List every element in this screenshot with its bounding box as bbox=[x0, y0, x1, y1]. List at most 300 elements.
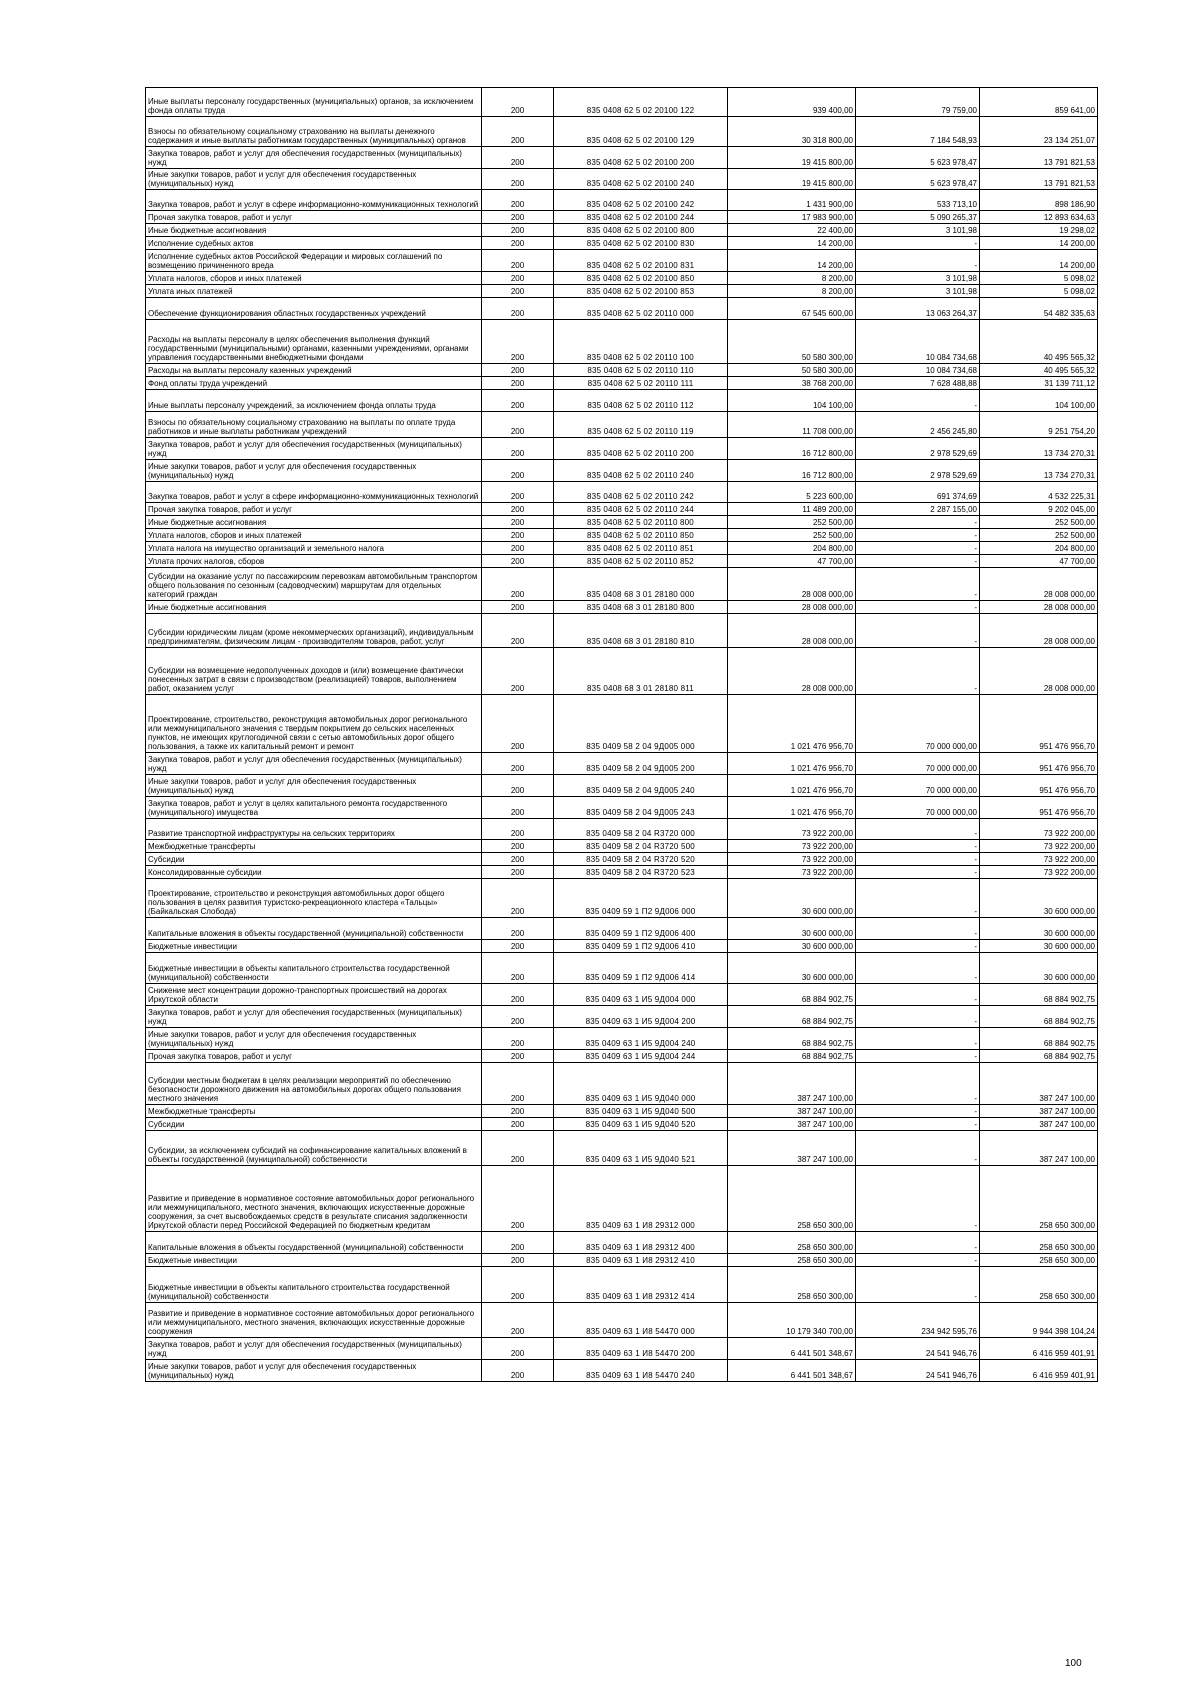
row-approved-amount: 30 600 000,00 bbox=[728, 940, 856, 953]
table-row bbox=[146, 542, 1098, 555]
row-remaining-amount: 13 791 821,53 bbox=[980, 169, 1098, 190]
row-remaining-amount: 104 100,00 bbox=[980, 390, 1098, 412]
row-remaining-amount: 9 251 754,20 bbox=[980, 412, 1098, 438]
row-name: Прочая закупка товаров, работ и услуг bbox=[146, 503, 482, 516]
row-admin-code: 200 bbox=[482, 390, 554, 412]
table-row bbox=[146, 516, 1098, 529]
row-executed-amount: - bbox=[856, 918, 980, 940]
row-name: Закупка товаров, работ и услуг в сфере информационно-коммуникационных технологий bbox=[146, 482, 482, 503]
row-name: Уплата прочих налогов, сборов bbox=[146, 555, 482, 568]
row-name: Субсидии на возмещение недополученных доходов и (или) возмещение фактически понесенных затрат в связи с производством (реализацией) товаров, выполнением работ, оказанием услуг bbox=[146, 648, 482, 695]
row-classification-code: 835 0408 62 5 02 20110 244 bbox=[554, 503, 728, 516]
table-row bbox=[146, 819, 1098, 840]
row-executed-amount: 79 759,00 bbox=[856, 88, 980, 117]
table-row bbox=[146, 568, 1098, 601]
table-row bbox=[146, 250, 1098, 272]
table-row bbox=[146, 482, 1098, 503]
row-executed-amount: - bbox=[856, 1254, 980, 1267]
row-remaining-amount: 13 734 270,31 bbox=[980, 460, 1098, 482]
row-classification-code: 835 0409 58 2 04 R3720 520 bbox=[554, 853, 728, 866]
row-name: Иные бюджетные ассигнования bbox=[146, 516, 482, 529]
table-row bbox=[146, 285, 1098, 298]
row-classification-code: 835 0409 59 1 П2 9Д006 000 bbox=[554, 879, 728, 918]
table-row bbox=[146, 169, 1098, 190]
row-classification-code: 835 0408 62 5 02 20100 242 bbox=[554, 190, 728, 211]
row-name: Закупка товаров, работ и услуг для обеспечения государственных (муниципальных) нужд bbox=[146, 438, 482, 460]
row-admin-code: 200 bbox=[482, 88, 554, 117]
row-classification-code: 835 0409 58 2 04 9Д005 000 bbox=[554, 695, 728, 753]
row-approved-amount: 1 021 476 956,70 bbox=[728, 753, 856, 775]
row-remaining-amount: 14 200,00 bbox=[980, 237, 1098, 250]
row-remaining-amount: 258 650 300,00 bbox=[980, 1166, 1098, 1232]
row-classification-code: 835 0409 59 1 П2 9Д006 414 bbox=[554, 953, 728, 984]
row-executed-amount: 2 978 529,69 bbox=[856, 438, 980, 460]
row-remaining-amount: 73 922 200,00 bbox=[980, 840, 1098, 853]
row-name: Исполнение судебных актов Российской Федерации и мировых соглашений по возмещению причиненного вреда bbox=[146, 250, 482, 272]
row-classification-code: 835 0408 68 3 01 28180 000 bbox=[554, 568, 728, 601]
row-remaining-amount: 30 600 000,00 bbox=[980, 918, 1098, 940]
row-approved-amount: 28 008 000,00 bbox=[728, 648, 856, 695]
row-executed-amount: - bbox=[856, 390, 980, 412]
row-approved-amount: 19 415 800,00 bbox=[728, 169, 856, 190]
row-name: Закупка товаров, работ и услуг для обеспечения государственных (муниципальных) нужд bbox=[146, 753, 482, 775]
row-classification-code: 835 0409 58 2 04 9Д005 240 bbox=[554, 775, 728, 797]
table-row bbox=[146, 1360, 1098, 1382]
row-executed-amount: - bbox=[856, 1063, 980, 1105]
row-executed-amount: - bbox=[856, 840, 980, 853]
table-row bbox=[146, 1006, 1098, 1028]
row-name: Обеспечение функционирования областных государственных учреждений bbox=[146, 298, 482, 320]
row-classification-code: 835 0409 63 1 И8 29312 400 bbox=[554, 1232, 728, 1254]
table-row bbox=[146, 211, 1098, 224]
row-name: Субсидии bbox=[146, 1118, 482, 1131]
row-admin-code: 200 bbox=[482, 1267, 554, 1303]
row-executed-amount: 5 090 265,37 bbox=[856, 211, 980, 224]
table-row bbox=[146, 797, 1098, 819]
row-executed-amount: - bbox=[856, 866, 980, 879]
row-name: Проектирование, строительство, реконструкция автомобильных дорог регионального или межмуниципального значения с твердым покрытием до сельских населенных пунктов, не имеющих круглогодичной связи с сетью автомобильных дорог общего пользования, а также их капитальный ремонт и ремонт bbox=[146, 695, 482, 753]
table-row bbox=[146, 438, 1098, 460]
row-name: Закупка товаров, работ и услуг для обеспечения государственных (муниципальных) нужд bbox=[146, 1338, 482, 1360]
row-admin-code: 200 bbox=[482, 1118, 554, 1131]
row-remaining-amount: 54 482 335,63 bbox=[980, 298, 1098, 320]
row-executed-amount: - bbox=[856, 1028, 980, 1050]
row-admin-code: 200 bbox=[482, 879, 554, 918]
row-approved-amount: 387 247 100,00 bbox=[728, 1131, 856, 1166]
row-classification-code: 835 0408 62 5 02 20110 100 bbox=[554, 320, 728, 364]
row-remaining-amount: 68 884 902,75 bbox=[980, 1006, 1098, 1028]
table-row bbox=[146, 695, 1098, 753]
row-admin-code: 200 bbox=[482, 1166, 554, 1232]
table-row bbox=[146, 953, 1098, 984]
row-approved-amount: 11 708 000,00 bbox=[728, 412, 856, 438]
row-classification-code: 835 0409 59 1 П2 9Д006 400 bbox=[554, 918, 728, 940]
table-row bbox=[146, 648, 1098, 695]
row-executed-amount: - bbox=[856, 1118, 980, 1131]
table-body bbox=[146, 88, 1098, 1382]
row-approved-amount: 68 884 902,75 bbox=[728, 1028, 856, 1050]
row-name: Снижение мест концентрации дорожно-транспортных происшествий на дорогах Иркутской области bbox=[146, 984, 482, 1006]
row-executed-amount: 7 628 488,88 bbox=[856, 377, 980, 390]
row-name: Уплата налогов, сборов и иных платежей bbox=[146, 529, 482, 542]
row-admin-code: 200 bbox=[482, 1063, 554, 1105]
row-classification-code: 835 0409 63 1 И8 54470 240 bbox=[554, 1360, 728, 1382]
table-row bbox=[146, 775, 1098, 797]
row-name: Закупка товаров, работ и услуг в сфере информационно-коммуникационных технологий bbox=[146, 190, 482, 211]
row-name: Прочая закупка товаров, работ и услуг bbox=[146, 211, 482, 224]
row-name: Расходы на выплаты персоналу казенных учреждений bbox=[146, 364, 482, 377]
row-classification-code: 835 0409 63 1 И8 29312 410 bbox=[554, 1254, 728, 1267]
row-remaining-amount: 31 139 711,12 bbox=[980, 377, 1098, 390]
row-admin-code: 200 bbox=[482, 1050, 554, 1063]
row-admin-code: 200 bbox=[482, 503, 554, 516]
row-approved-amount: 6 441 501 348,67 bbox=[728, 1338, 856, 1360]
row-name: Межбюджетные трансферты bbox=[146, 840, 482, 853]
table-row bbox=[146, 753, 1098, 775]
row-remaining-amount: 28 008 000,00 bbox=[980, 614, 1098, 648]
row-executed-amount: 10 084 734,68 bbox=[856, 320, 980, 364]
row-remaining-amount: 28 008 000,00 bbox=[980, 648, 1098, 695]
row-admin-code: 200 bbox=[482, 819, 554, 840]
row-approved-amount: 1 021 476 956,70 bbox=[728, 775, 856, 797]
row-executed-amount: - bbox=[856, 1006, 980, 1028]
row-classification-code: 835 0409 63 1 И5 9Д004 200 bbox=[554, 1006, 728, 1028]
row-admin-code: 200 bbox=[482, 377, 554, 390]
row-executed-amount: 533 713,10 bbox=[856, 190, 980, 211]
row-classification-code: 835 0409 63 1 И5 9Д040 521 bbox=[554, 1131, 728, 1166]
row-executed-amount: 10 084 734,68 bbox=[856, 364, 980, 377]
row-approved-amount: 14 200,00 bbox=[728, 237, 856, 250]
row-admin-code: 200 bbox=[482, 190, 554, 211]
row-admin-code: 200 bbox=[482, 542, 554, 555]
row-approved-amount: 204 800,00 bbox=[728, 542, 856, 555]
row-admin-code: 200 bbox=[482, 984, 554, 1006]
row-approved-amount: 104 100,00 bbox=[728, 390, 856, 412]
row-classification-code: 835 0408 62 5 02 20110 800 bbox=[554, 516, 728, 529]
row-remaining-amount: 951 476 956,70 bbox=[980, 695, 1098, 753]
row-name: Уплата налогов, сборов и иных платежей bbox=[146, 272, 482, 285]
row-name: Субсидии местным бюджетам в целях реализации мероприятий по обеспечению безопасности дорожного движения на автомобильных дорогах общего пользования местного значения bbox=[146, 1063, 482, 1105]
row-classification-code: 835 0408 68 3 01 28180 800 bbox=[554, 601, 728, 614]
row-admin-code: 200 bbox=[482, 272, 554, 285]
row-admin-code: 200 bbox=[482, 482, 554, 503]
table-row bbox=[146, 601, 1098, 614]
row-name: Прочая закупка товаров, работ и услуг bbox=[146, 1050, 482, 1063]
row-approved-amount: 68 884 902,75 bbox=[728, 984, 856, 1006]
row-remaining-amount: 47 700,00 bbox=[980, 555, 1098, 568]
table-row bbox=[146, 866, 1098, 879]
row-approved-amount: 50 580 300,00 bbox=[728, 364, 856, 377]
row-approved-amount: 30 318 800,00 bbox=[728, 117, 856, 147]
row-admin-code: 200 bbox=[482, 1338, 554, 1360]
row-name: Развитие транспортной инфраструктуры на сельских территориях bbox=[146, 819, 482, 840]
row-admin-code: 200 bbox=[482, 555, 554, 568]
table-row bbox=[146, 1303, 1098, 1338]
table-row bbox=[146, 1131, 1098, 1166]
row-approved-amount: 939 400,00 bbox=[728, 88, 856, 117]
row-approved-amount: 16 712 800,00 bbox=[728, 438, 856, 460]
row-approved-amount: 258 650 300,00 bbox=[728, 1254, 856, 1267]
row-remaining-amount: 6 416 959 401,91 bbox=[980, 1360, 1098, 1382]
row-approved-amount: 6 441 501 348,67 bbox=[728, 1360, 856, 1382]
row-approved-amount: 258 650 300,00 bbox=[728, 1267, 856, 1303]
row-approved-amount: 14 200,00 bbox=[728, 250, 856, 272]
row-admin-code: 200 bbox=[482, 601, 554, 614]
row-approved-amount: 68 884 902,75 bbox=[728, 1050, 856, 1063]
row-admin-code: 200 bbox=[482, 412, 554, 438]
row-name: Взносы по обязательному социальному страхованию на выплаты денежного содержания и иные выплаты работникам государственных (муниципальных) органов bbox=[146, 117, 482, 147]
row-classification-code: 835 0409 58 2 04 R3720 500 bbox=[554, 840, 728, 853]
row-classification-code: 835 0409 63 1 И5 9Д040 500 bbox=[554, 1105, 728, 1118]
row-remaining-amount: 859 641,00 bbox=[980, 88, 1098, 117]
row-name: Бюджетные инвестиции в объекты капитального строительства государственной (муниципальной) собственности bbox=[146, 1267, 482, 1303]
row-approved-amount: 387 247 100,00 bbox=[728, 1105, 856, 1118]
row-classification-code: 835 0408 62 5 02 20100 853 bbox=[554, 285, 728, 298]
row-remaining-amount: 9 944 398 104,24 bbox=[980, 1303, 1098, 1338]
row-classification-code: 835 0408 62 5 02 20100 831 bbox=[554, 250, 728, 272]
row-name: Взносы по обязательному социальному страхованию на выплаты по оплате труда работников и иные выплаты работникам учреждений bbox=[146, 412, 482, 438]
row-name: Исполнение судебных актов bbox=[146, 237, 482, 250]
row-executed-amount: 3 101,98 bbox=[856, 224, 980, 237]
table-row bbox=[146, 879, 1098, 918]
row-classification-code: 835 0409 63 1 И8 54470 200 bbox=[554, 1338, 728, 1360]
row-remaining-amount: 387 247 100,00 bbox=[980, 1118, 1098, 1131]
row-classification-code: 835 0408 62 5 02 20100 240 bbox=[554, 169, 728, 190]
row-name: Закупка товаров, работ и услуг в целях капитального ремонта государственного (муниципального) имущества bbox=[146, 797, 482, 819]
row-remaining-amount: 13 734 270,31 bbox=[980, 438, 1098, 460]
row-executed-amount: 70 000 000,00 bbox=[856, 797, 980, 819]
table-row bbox=[146, 853, 1098, 866]
row-admin-code: 200 bbox=[482, 648, 554, 695]
row-remaining-amount: 252 500,00 bbox=[980, 529, 1098, 542]
row-approved-amount: 73 922 200,00 bbox=[728, 840, 856, 853]
row-approved-amount: 258 650 300,00 bbox=[728, 1166, 856, 1232]
row-remaining-amount: 898 186,90 bbox=[980, 190, 1098, 211]
row-executed-amount: - bbox=[856, 601, 980, 614]
row-admin-code: 200 bbox=[482, 1232, 554, 1254]
row-classification-code: 835 0408 62 5 02 20110 852 bbox=[554, 555, 728, 568]
row-remaining-amount: 387 247 100,00 bbox=[980, 1063, 1098, 1105]
row-remaining-amount: 5 098,02 bbox=[980, 272, 1098, 285]
row-remaining-amount: 73 922 200,00 bbox=[980, 853, 1098, 866]
table-row bbox=[146, 390, 1098, 412]
row-executed-amount: 234 942 595,76 bbox=[856, 1303, 980, 1338]
row-remaining-amount: 13 791 821,53 bbox=[980, 147, 1098, 169]
row-admin-code: 200 bbox=[482, 285, 554, 298]
row-executed-amount: 24 541 946,76 bbox=[856, 1360, 980, 1382]
table-row bbox=[146, 1254, 1098, 1267]
row-remaining-amount: 23 134 251,07 bbox=[980, 117, 1098, 147]
row-approved-amount: 28 008 000,00 bbox=[728, 568, 856, 601]
row-name: Иные закупки товаров, работ и услуг для обеспечения государственных (муниципальных) нужд bbox=[146, 169, 482, 190]
row-remaining-amount: 30 600 000,00 bbox=[980, 940, 1098, 953]
row-classification-code: 835 0409 63 1 И5 9Д040 000 bbox=[554, 1063, 728, 1105]
row-classification-code: 835 0408 62 5 02 20110 200 bbox=[554, 438, 728, 460]
table-row bbox=[146, 1166, 1098, 1232]
row-admin-code: 200 bbox=[482, 1105, 554, 1118]
row-executed-amount: - bbox=[856, 953, 980, 984]
row-remaining-amount: 258 650 300,00 bbox=[980, 1267, 1098, 1303]
table-row bbox=[146, 1338, 1098, 1360]
row-remaining-amount: 204 800,00 bbox=[980, 542, 1098, 555]
row-name: Уплата налога на имущество организаций и земельного налога bbox=[146, 542, 482, 555]
row-admin-code: 200 bbox=[482, 516, 554, 529]
row-approved-amount: 258 650 300,00 bbox=[728, 1232, 856, 1254]
row-remaining-amount: 951 476 956,70 bbox=[980, 775, 1098, 797]
row-remaining-amount: 9 202 045,00 bbox=[980, 503, 1098, 516]
row-remaining-amount: 951 476 956,70 bbox=[980, 753, 1098, 775]
table-row bbox=[146, 298, 1098, 320]
row-name: Закупка товаров, работ и услуг для обеспечения государственных (муниципальных) нужд bbox=[146, 1006, 482, 1028]
row-classification-code: 835 0409 63 1 И8 54470 000 bbox=[554, 1303, 728, 1338]
row-approved-amount: 16 712 800,00 bbox=[728, 460, 856, 482]
row-admin-code: 200 bbox=[482, 117, 554, 147]
row-classification-code: 835 0409 58 2 04 R3720 000 bbox=[554, 819, 728, 840]
row-executed-amount: - bbox=[856, 1267, 980, 1303]
table-row bbox=[146, 1050, 1098, 1063]
row-remaining-amount: 258 650 300,00 bbox=[980, 1232, 1098, 1254]
table-row bbox=[146, 1028, 1098, 1050]
row-approved-amount: 67 545 600,00 bbox=[728, 298, 856, 320]
row-executed-amount: - bbox=[856, 648, 980, 695]
row-remaining-amount: 68 884 902,75 bbox=[980, 984, 1098, 1006]
row-approved-amount: 38 768 200,00 bbox=[728, 377, 856, 390]
row-executed-amount: - bbox=[856, 1105, 980, 1118]
row-admin-code: 200 bbox=[482, 695, 554, 753]
table-row bbox=[146, 320, 1098, 364]
row-approved-amount: 73 922 200,00 bbox=[728, 853, 856, 866]
row-name: Иные выплаты персоналу государственных (муниципальных) органов, за исключением фонда оплаты труда bbox=[146, 88, 482, 117]
row-executed-amount: - bbox=[856, 1166, 980, 1232]
row-admin-code: 200 bbox=[482, 1028, 554, 1050]
row-classification-code: 835 0409 63 1 И5 9Д004 244 bbox=[554, 1050, 728, 1063]
row-executed-amount: 2 456 245,80 bbox=[856, 412, 980, 438]
table-row bbox=[146, 377, 1098, 390]
row-executed-amount: 70 000 000,00 bbox=[856, 775, 980, 797]
row-name: Уплата иных платежей bbox=[146, 285, 482, 298]
table-row bbox=[146, 460, 1098, 482]
row-classification-code: 835 0408 62 5 02 20110 111 bbox=[554, 377, 728, 390]
row-admin-code: 200 bbox=[482, 1131, 554, 1166]
row-executed-amount: 13 063 264,37 bbox=[856, 298, 980, 320]
row-name: Субсидии, за исключением субсидий на софинансирование капитальных вложений в объекты государственной (муниципальной) собственности bbox=[146, 1131, 482, 1166]
row-admin-code: 200 bbox=[482, 1303, 554, 1338]
row-approved-amount: 30 600 000,00 bbox=[728, 879, 856, 918]
row-remaining-amount: 68 884 902,75 bbox=[980, 1028, 1098, 1050]
row-approved-amount: 30 600 000,00 bbox=[728, 953, 856, 984]
row-remaining-amount: 28 008 000,00 bbox=[980, 601, 1098, 614]
row-remaining-amount: 387 247 100,00 bbox=[980, 1131, 1098, 1166]
row-approved-amount: 252 500,00 bbox=[728, 516, 856, 529]
row-name: Иные закупки товаров, работ и услуг для обеспечения государственных (муниципальных) нужд bbox=[146, 460, 482, 482]
row-remaining-amount: 68 884 902,75 bbox=[980, 1050, 1098, 1063]
row-admin-code: 200 bbox=[482, 211, 554, 224]
row-executed-amount: 5 623 978,47 bbox=[856, 147, 980, 169]
row-name: Закупка товаров, работ и услуг для обеспечения государственных (муниципальных) нужд bbox=[146, 147, 482, 169]
row-classification-code: 835 0408 62 5 02 20100 244 bbox=[554, 211, 728, 224]
row-admin-code: 200 bbox=[482, 147, 554, 169]
row-remaining-amount: 387 247 100,00 bbox=[980, 1105, 1098, 1118]
row-approved-amount: 1 021 476 956,70 bbox=[728, 797, 856, 819]
row-classification-code: 835 0408 62 5 02 20110 119 bbox=[554, 412, 728, 438]
row-remaining-amount: 40 495 565,32 bbox=[980, 364, 1098, 377]
row-approved-amount: 10 179 340 700,00 bbox=[728, 1303, 856, 1338]
row-classification-code: 835 0409 59 1 П2 9Д006 410 bbox=[554, 940, 728, 953]
row-approved-amount: 47 700,00 bbox=[728, 555, 856, 568]
table-row bbox=[146, 272, 1098, 285]
row-classification-code: 835 0409 63 1 И8 29312 414 bbox=[554, 1267, 728, 1303]
budget-execution-table bbox=[145, 87, 1098, 1382]
row-executed-amount: 70 000 000,00 bbox=[856, 695, 980, 753]
table-row bbox=[146, 918, 1098, 940]
row-remaining-amount: 5 098,02 bbox=[980, 285, 1098, 298]
row-admin-code: 200 bbox=[482, 438, 554, 460]
row-approved-amount: 50 580 300,00 bbox=[728, 320, 856, 364]
row-executed-amount: 5 623 978,47 bbox=[856, 169, 980, 190]
row-executed-amount: - bbox=[856, 1232, 980, 1254]
row-remaining-amount: 258 650 300,00 bbox=[980, 1254, 1098, 1267]
row-approved-amount: 8 200,00 bbox=[728, 285, 856, 298]
table-row bbox=[146, 88, 1098, 117]
row-approved-amount: 68 884 902,75 bbox=[728, 1006, 856, 1028]
row-classification-code: 835 0408 68 3 01 28180 810 bbox=[554, 614, 728, 648]
table-row bbox=[146, 117, 1098, 147]
row-executed-amount: - bbox=[856, 1050, 980, 1063]
row-executed-amount: - bbox=[856, 516, 980, 529]
row-classification-code: 835 0408 62 5 02 20110 240 bbox=[554, 460, 728, 482]
row-admin-code: 200 bbox=[482, 940, 554, 953]
row-name: Расходы на выплаты персоналу в целях обеспечения выполнения функций государственными (муниципальными) органами, казенными учреждениями, органами управления государственными внебюджетными фондами bbox=[146, 320, 482, 364]
table-row bbox=[146, 1105, 1098, 1118]
table-row bbox=[146, 224, 1098, 237]
row-executed-amount: - bbox=[856, 237, 980, 250]
row-approved-amount: 8 200,00 bbox=[728, 272, 856, 285]
row-name: Иные закупки товаров, работ и услуг для обеспечения государственных (муниципальных) нужд bbox=[146, 1028, 482, 1050]
row-admin-code: 200 bbox=[482, 1006, 554, 1028]
table-row bbox=[146, 364, 1098, 377]
row-executed-amount: - bbox=[856, 529, 980, 542]
row-name: Бюджетные инвестиции bbox=[146, 1254, 482, 1267]
row-admin-code: 200 bbox=[482, 840, 554, 853]
row-remaining-amount: 4 532 225,31 bbox=[980, 482, 1098, 503]
row-approved-amount: 22 400,00 bbox=[728, 224, 856, 237]
row-name: Иные бюджетные ассигнования bbox=[146, 601, 482, 614]
row-admin-code: 200 bbox=[482, 320, 554, 364]
row-executed-amount: - bbox=[856, 984, 980, 1006]
row-name: Капитальные вложения в объекты государственной (муниципальной) собственности bbox=[146, 918, 482, 940]
row-remaining-amount: 73 922 200,00 bbox=[980, 866, 1098, 879]
row-executed-amount: - bbox=[856, 555, 980, 568]
row-name: Иные закупки товаров, работ и услуг для обеспечения государственных (муниципальных) нужд bbox=[146, 775, 482, 797]
row-classification-code: 835 0408 62 5 02 20110 242 bbox=[554, 482, 728, 503]
row-name: Субсидии на оказание услуг по пассажирским перевозкам автомобильным транспортом общего пользования по сезонным (садоводческим) маршрутам для отдельных категорий граждан bbox=[146, 568, 482, 601]
row-executed-amount: - bbox=[856, 819, 980, 840]
row-classification-code: 835 0408 62 5 02 20110 110 bbox=[554, 364, 728, 377]
table-row bbox=[146, 614, 1098, 648]
table-row bbox=[146, 1118, 1098, 1131]
row-remaining-amount: 30 600 000,00 bbox=[980, 953, 1098, 984]
row-admin-code: 200 bbox=[482, 568, 554, 601]
table-row bbox=[146, 412, 1098, 438]
row-admin-code: 200 bbox=[482, 250, 554, 272]
row-executed-amount: - bbox=[856, 1131, 980, 1166]
row-remaining-amount: 30 600 000,00 bbox=[980, 879, 1098, 918]
row-approved-amount: 17 983 900,00 bbox=[728, 211, 856, 224]
row-classification-code: 835 0409 63 1 И5 9Д004 240 bbox=[554, 1028, 728, 1050]
row-classification-code: 835 0408 62 5 02 20100 200 bbox=[554, 147, 728, 169]
row-executed-amount: - bbox=[856, 568, 980, 601]
row-executed-amount: 2 287 155,00 bbox=[856, 503, 980, 516]
